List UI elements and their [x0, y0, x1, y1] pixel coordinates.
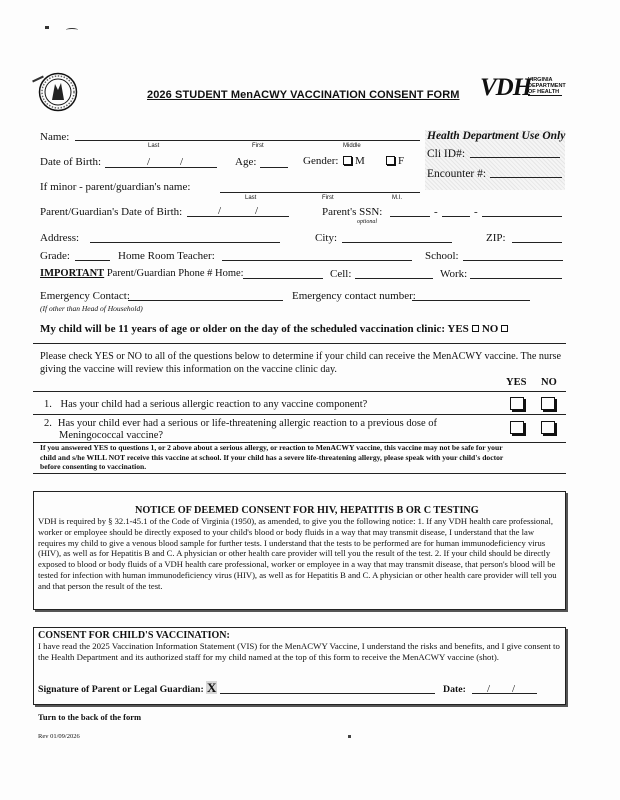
ssn-optional-caption: optional	[357, 219, 378, 225]
age-field[interactable]	[260, 167, 288, 168]
dob-slash-1: /	[147, 156, 151, 168]
screening-top-rule	[33, 391, 566, 392]
q1-yes-checkbox[interactable]	[510, 397, 524, 410]
dob-field[interactable]	[105, 167, 217, 168]
emergency-contact-label: Emergency Contact:	[40, 290, 130, 302]
ssn-dash-2: -	[474, 206, 478, 218]
q2-yes-checkbox[interactable]	[510, 421, 524, 434]
scan-mark	[66, 28, 78, 32]
cell-label: Cell:	[330, 268, 352, 280]
guardian-mi-caption: M.I.	[392, 195, 402, 201]
guardian-first-caption: First	[322, 195, 334, 201]
gender-f-checkbox[interactable]	[386, 156, 395, 165]
address-field[interactable]	[90, 242, 280, 243]
homeroom-field[interactable]	[222, 260, 412, 261]
vdh-underline	[528, 95, 562, 96]
gender-f-label: F	[397, 155, 405, 167]
work-label: Work:	[440, 268, 468, 280]
guardian-dob-slash-1: /	[218, 205, 222, 217]
date-field[interactable]	[472, 693, 537, 694]
dob-slash-2: /	[180, 156, 184, 168]
emergency-number-label: Emergency contact number:	[292, 290, 416, 302]
phone-home-label: Parent/Guardian Phone # Home:	[106, 268, 244, 279]
ssn-part-3[interactable]	[482, 216, 562, 217]
scan-mark	[45, 26, 49, 29]
cell-field[interactable]	[355, 278, 433, 279]
encounter-label: Encounter #:	[427, 168, 487, 180]
age-no-label: NO	[481, 323, 499, 335]
important-label: IMPORTANT	[40, 268, 105, 279]
dob-label: Date of Birth:	[40, 156, 102, 168]
notice-body: VDH is required by § 32.1-45.1 of the Code of Virginia (1950), as amended, to give you the following notice: 1. If any VDH health care professional, worker or employee should be directly exposed to your child's blood or body fluids in a way that may transmit disease, I understand that the law requires my child to give a venous blood sample for further tests. I understand that the tests to be performed are for human immunodeficiency virus (HIV), as well as for Hepatitis B and C. A physician or other health care provider will tell you the result of the test. 2. If your child should be directly exposed to blood or body fluids of a VDH health care professional, worker or employee in a way that may transmit disease, that person's blood will be tested for infection with human immunodeficiency virus (HIV), as well as for Hepatitis B and C. A physician or other health care provider will tell you and that person the result of the test.	[38, 516, 557, 591]
work-field[interactable]	[470, 278, 562, 279]
guardian-name-field[interactable]	[220, 192, 420, 193]
grade-field[interactable]	[75, 260, 110, 261]
guardian-last-caption: Last	[245, 195, 257, 201]
emergency-contact-field[interactable]	[128, 300, 283, 301]
cli-id-field[interactable]	[470, 157, 560, 158]
notice-title: NOTICE OF DEEMED CONSENT FOR HIV, HEPATITIS B OR C TESTING	[135, 505, 479, 516]
signature-label: Signature of Parent or Legal Guardian:	[38, 684, 204, 695]
zip-field[interactable]	[512, 242, 562, 243]
guardian-dob-field[interactable]	[187, 216, 289, 217]
ssn-dash-1: -	[434, 206, 438, 218]
name-field[interactable]	[75, 140, 420, 141]
q1-no-checkbox[interactable]	[541, 397, 555, 410]
gender-group	[303, 155, 404, 167]
name-middle-caption: Middle	[343, 143, 361, 149]
phone-row	[40, 268, 244, 279]
age-question	[40, 323, 511, 335]
homeroom-label: Home Room Teacher:	[118, 250, 215, 262]
form-title: 2026 STUDENT MenACWY VACCINATION CONSENT FORM	[147, 89, 460, 101]
question-1-number: 1.	[44, 399, 52, 410]
cli-id-label: Cli ID#:	[427, 148, 466, 160]
age-label: Age:	[235, 156, 257, 168]
ssn-part-1[interactable]	[390, 216, 430, 217]
name-first-caption: First	[252, 143, 264, 149]
zip-label: ZIP:	[486, 232, 506, 244]
consent-body: I have read the 2025 Vaccination Information Statement (VIS) for the MenACWY Vaccine, I understand the risks and benefits, and I give consent to the Health Department and its authorized staff for my child named at the top of this form to receive the MenACWY vaccine (shot).	[38, 641, 560, 662]
vdh-letters: VDH	[480, 74, 532, 101]
guardian-dob-label: Parent/Guardian's Date of Birth:	[40, 206, 183, 218]
q2-no-checkbox[interactable]	[541, 421, 555, 434]
q1-rule	[33, 414, 566, 415]
city-label: City:	[315, 232, 338, 244]
vdh-name: VIRGINIA DEPARTMENT OF HEALTH	[528, 77, 566, 95]
signature-x: X	[207, 680, 217, 695]
question-2-line-2: Meningococcal vaccine?	[59, 430, 164, 441]
date-label: Date:	[443, 684, 466, 695]
school-field[interactable]	[463, 260, 563, 261]
question-2-number: 2.	[44, 418, 52, 429]
no-column-header: NO	[541, 377, 557, 388]
warning-rule	[33, 473, 566, 474]
consent-title: CONSENT FOR CHILD'S VACCINATION:	[38, 630, 230, 641]
name-label: Name:	[40, 131, 70, 143]
age-no-checkbox[interactable]	[501, 325, 508, 332]
question-1	[44, 399, 367, 410]
age-yes-label: YES	[447, 323, 469, 335]
question-2-line-1: Has your child ever had a serious or life-threatening allergic reaction to a previous dose of	[57, 418, 438, 429]
scan-mark	[348, 735, 351, 738]
ssn-part-2[interactable]	[442, 216, 470, 217]
name-last-caption: Last	[148, 143, 160, 149]
gender-label: Gender:	[303, 155, 339, 167]
vdh-logo	[480, 74, 531, 102]
guardian-name-label: If minor - parent/guardian's name:	[40, 181, 191, 193]
gender-m-label: M	[354, 155, 365, 167]
turn-back-note: Turn to the back of the form	[38, 712, 142, 722]
guardian-dob-slash-2: /	[255, 205, 259, 217]
emergency-contact-note: (If other than Head of Household)	[40, 304, 143, 313]
signature-field[interactable]	[220, 693, 435, 694]
question-1-text: Has your child had a serious allergic reaction to any vaccine component?	[60, 399, 368, 410]
screening-intro: Please check YES or NO to all of the questions below to determine if your child can receive the MenACWY vaccine. The nurse giving the vaccine will review this information on the vaccine clinic day.	[40, 351, 561, 375]
date-slash-2: /	[512, 683, 516, 695]
emergency-number-field[interactable]	[412, 300, 530, 301]
ssn-label: Parent's SSN:	[322, 206, 383, 218]
health-dept-title: Health Department Use Only	[427, 130, 566, 142]
question-2	[44, 418, 437, 442]
city-field[interactable]	[342, 242, 452, 243]
age-question-text: My child will be 11 years of age or older on the day of the scheduled vaccination clinic:	[40, 323, 446, 335]
section-divider	[33, 343, 566, 344]
yes-column-header: YES	[506, 377, 527, 388]
date-slash-1: /	[487, 683, 491, 695]
phone-home-field[interactable]	[243, 278, 323, 279]
encounter-field[interactable]	[490, 177, 562, 178]
revision-date: Rev 01/09/2026	[38, 733, 80, 740]
address-label: Address:	[40, 232, 80, 244]
allergy-warning: If you answered YES to questions 1, or 2 above about a serious allergy, or reaction to MenACWY vaccine, this vaccine may not be safe for your child and s/he WILL NOT receive this vaccine at school. If your child has a severe life-threatening allergy, please speak with your child's doctor before consenting to vaccination.	[40, 443, 504, 472]
school-label: School:	[425, 250, 459, 262]
grade-label: Grade:	[40, 250, 70, 262]
virginia-seal-icon	[38, 72, 78, 115]
age-yes-checkbox[interactable]	[472, 325, 479, 332]
gender-m-checkbox[interactable]	[343, 156, 352, 165]
